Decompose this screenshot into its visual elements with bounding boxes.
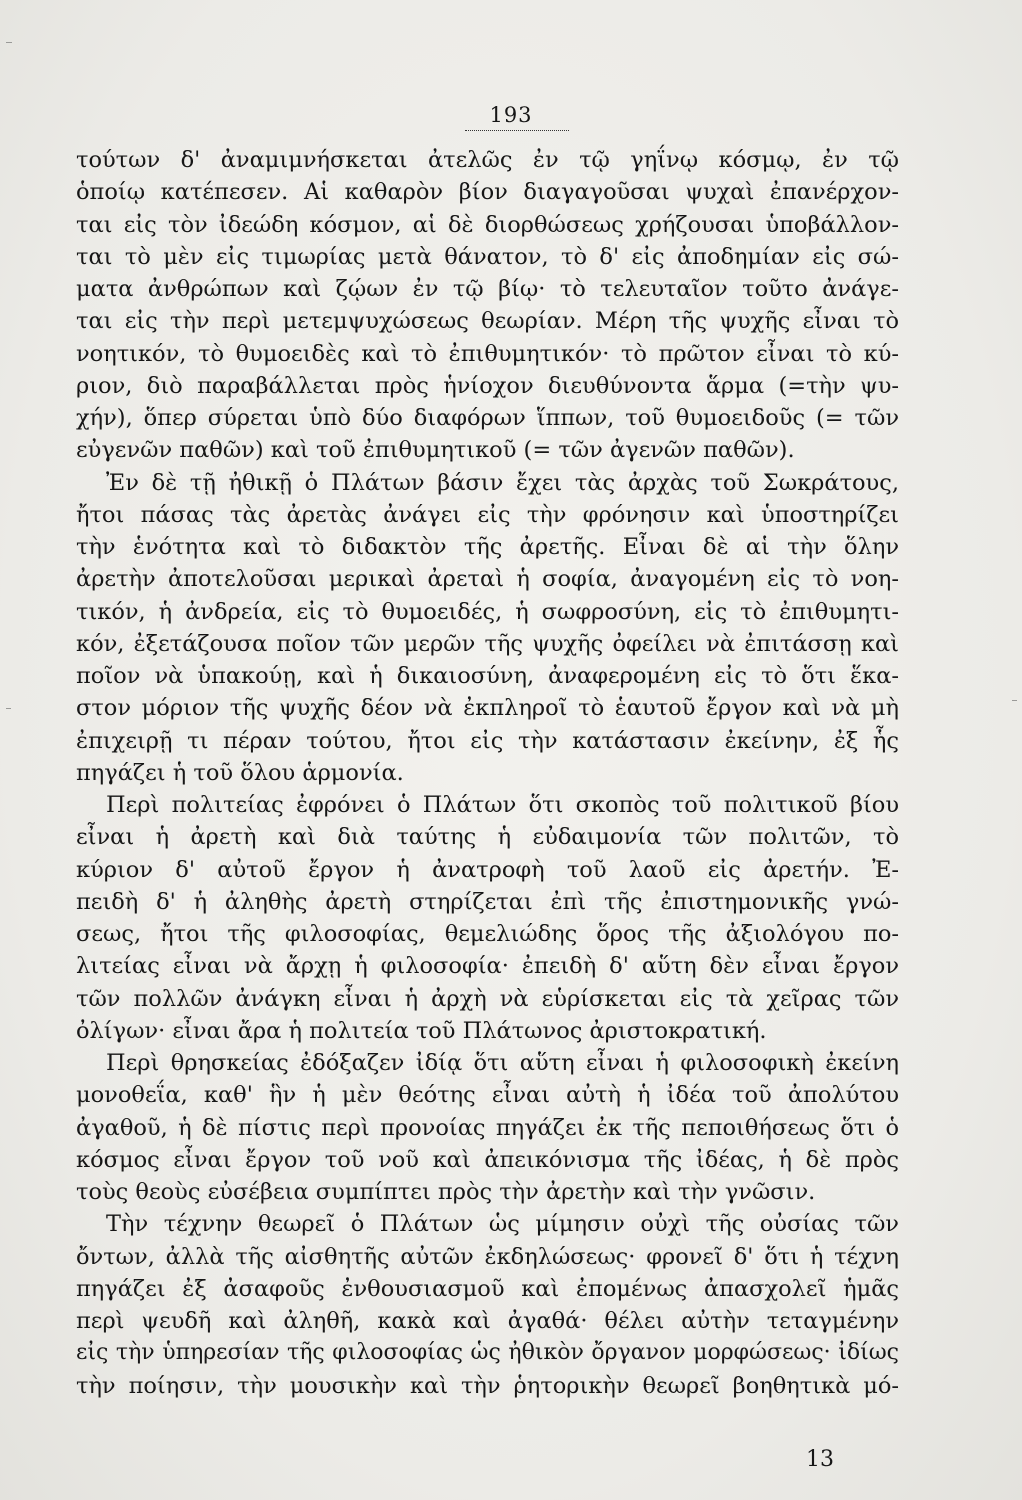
left-edge-mark: [6, 42, 12, 43]
text-line: ται εἰς τὴν περὶ μετεμψυχώσεως θεωρίαν. Μέρη τῆς ψυχῆς εἶναι τὸ: [76, 308, 899, 335]
text-line: τοὺς θεοὺς εὐσέβεια συμπίπτει πρὸς τὴν ἀρετὴν καὶ τὴν γνῶσιν.: [76, 1179, 816, 1205]
text-line: ποῖον νὰ ὑπακούῃ, καὶ ἡ δικαιοσύνη, ἀναφερομένη εἰς τὸ ὅτι ἕκα-: [76, 663, 899, 689]
text-line: πειδὴ δ' ἡ ἀληθὴς ἀρετὴ στηρίζεται ἐπὶ τῆς ἐπιστημονικῆς γνώ-: [76, 888, 899, 915]
text-line: περὶ ψευδῆ καὶ ἀληθῆ, κακὰ καὶ ἀγαθά· θέλει αὐτὴν τεταγμένην: [76, 1308, 899, 1334]
text-line: πηγάζει ἡ τοῦ ὅλου ἁρμονία.: [76, 759, 404, 786]
text-line: ὀλίγων· εἶναι ἄρα ἡ πολιτεία τοῦ Πλάτωνος ἀριστοκρατική.: [76, 1017, 767, 1044]
text-line: τικόν, ἡ ἀνδρεία, εἰς τὸ θυμοειδές, ἡ σωφροσύνη, εἰς τὸ ἐπιθυμητι-: [76, 598, 899, 625]
signature-mark: 13: [806, 1447, 834, 1472]
text-line: Τὴν τέχνην θεωρεῖ ὁ Πλάτων ὡς μίμησιν οὐχὶ τῆς οὐσίας τῶν: [106, 1211, 899, 1238]
text-line: ἤτοι πάσας τὰς ἀρετὰς ἀνάγει εἰς τὴν φρόνησιν καὶ ὑποστηρίζει: [76, 501, 899, 528]
left-edge-mark: [6, 708, 11, 709]
text-line: εἰς τὴν ὑπηρεσίαν τῆς φιλοσοφίας ὡς ἠθικὸν ὄργανον μορφώσεως· ἰδίως: [76, 1340, 899, 1366]
text-line: ματα ἀνθρώπων καὶ ζῴων ἐν τῷ βίῳ· τὸ τελευταῖον τοῦτο ἀνάγε-: [76, 276, 899, 302]
body-text: [76, 144, 899, 1402]
text-line: ται τὸ μὲν εἰς τιμωρίας μετὰ θάνατον, τὸ δ' εἰς ἀποδημίαν εἰς σώ-: [76, 243, 899, 270]
text-line: ὁποίῳ κατέπεσεν. Αἱ καθαρὸν βίον διαγαγοῦσαι ψυχαὶ ἐπανέρχον-: [76, 179, 899, 206]
text-line: εἶναι ἡ ἀρετὴ καὶ διὰ ταύτης ἡ εὐδαιμονία τῶν πολιτῶν, τὸ: [76, 824, 899, 851]
text-line: σεως, ἤτοι τῆς φιλοσοφίας, θεμελιώδης ὅρος τῆς ἀξιολόγου πο-: [76, 921, 899, 947]
text-line: ἀγαθοῦ, ἡ δὲ πίστις περὶ προνοίας πηγάζει ἐκ τῆς πεποιθήσεως ὅτι ὁ: [76, 1114, 899, 1141]
text-line: νοητικόν, τὸ θυμοειδὲς καὶ τὸ ἐπιθυμητικόν· τὸ πρῶτον εἶναι τὸ κύ-: [76, 340, 899, 367]
text-line: στον μόριον τῆς ψυχῆς δέον νὰ ἐκπληροῖ τὸ ἑαυτοῦ ἔργον καὶ νὰ μὴ: [76, 695, 899, 722]
text-line: λιτείας εἶναι νὰ ἄρχῃ ἡ φιλοσοφία· ἐπειδὴ δ' αὕτη δὲν εἶναι ἔργον: [76, 953, 899, 980]
text-line: ἐπιχειρῇ τι πέραν τούτου, ἤτοι εἰς τὴν κατάστασιν ἐκείνην, ἐξ ἧς: [76, 727, 899, 754]
text-line: κόσμος εἶναι ἔργον τοῦ νοῦ καὶ ἀπεικόνισμα τῆς ἰδέας, ἡ δὲ πρὸς: [76, 1146, 899, 1173]
right-edge-mark: [1012, 700, 1017, 701]
text-line: εὐγενῶν παθῶν) καὶ τοῦ ἐπιθυμητικοῦ (= τῶν ἀγενῶν παθῶν).: [76, 437, 795, 464]
text-line: κόν, ἐξετάζουσα ποῖον τῶν μερῶν τῆς ψυχῆς ὀφείλει νὰ ἐπιτάσσῃ καὶ: [76, 630, 899, 657]
text-line: τῶν πολλῶν ἀνάγκη εἶναι ἡ ἀρχὴ νὰ εὑρίσκεται εἰς τὰ χεῖρας τῶν: [76, 985, 899, 1012]
text-line: Ἐν δὲ τῇ ἠθικῇ ὁ Πλάτων βάσιν ἔχει τὰς ἀρχὰς τοῦ Σωκράτους,: [106, 469, 899, 496]
page-number: 193: [489, 103, 533, 127]
text-line: χήν), ὅπερ σύρεται ὑπὸ δύο διαφόρων ἵππων, τοῦ θυμοειδοῦς (= τῶν: [76, 405, 899, 431]
text-line: κύριον δ' αὐτοῦ ἔργον ἡ ἀνατροφὴ τοῦ λαοῦ εἰς ἀρετήν. Ἐ-: [76, 856, 899, 883]
text-line: πηγάζει ἐξ ἀσαφοῦς ἐνθουσιασμοῦ καὶ ἐπομένως ἀπασχολεῖ ἡμᾶς: [76, 1275, 899, 1302]
text-line: ται εἰς τὸν ἰδεώδη κόσμον, αἱ δὲ διορθώσεως χρήζουσαι ὑποβάλλον-: [76, 211, 899, 238]
text-line: τούτων δ' ἀναμιμνήσκεται ἀτελῶς ἐν τῷ γηΐνῳ κόσμῳ, ἐν τῷ: [76, 147, 899, 173]
text-line: ὄντων, ἀλλὰ τῆς αἰσθητῆς αὐτῶν ἐκδηλώσεως· φρονεῖ δ' ὅτι ἡ τέχνη: [76, 1243, 899, 1270]
text-line: τὴν ποίησιν, τὴν μουσικὴν καὶ τὴν ῥητορικὴν θεωρεῖ βοηθητικὰ μό-: [76, 1372, 899, 1399]
text-line: ἀρετὴν ἀποτελοῦσαι μερικαὶ ἀρεταὶ ἡ σοφία, ἀναγομένη εἰς τὸ νοη-: [76, 566, 899, 593]
text-line: μονοθεΐα, καθ' ἣν ἡ μὲν θεότης εἶναι αὐτὴ ἡ ἰδέα τοῦ ἀπολύτου: [76, 1082, 899, 1109]
text-line: τὴν ἑνότητα καὶ τὸ διδακτὸν τῆς ἀρετῆς. Εἶναι δὲ αἱ τὴν ὅλην: [76, 534, 899, 560]
text-line: Περὶ πολιτείας ἐφρόνει ὁ Πλάτων ὅτι σκοπὸς τοῦ πολιτικοῦ βίου: [106, 792, 899, 818]
header-rule: [465, 130, 569, 131]
text-line: ριον, διὸ παραβάλλεται πρὸς ἡνίοχον διευθύνοντα ἅρμα (=τὴν ψυ-: [76, 372, 899, 399]
text-line: Περὶ θρησκείας ἐδόξαζεν ἰδίᾳ ὅτι αὕτη εἶναι ἡ φιλοσοφικὴ ἐκείνη: [106, 1050, 899, 1076]
